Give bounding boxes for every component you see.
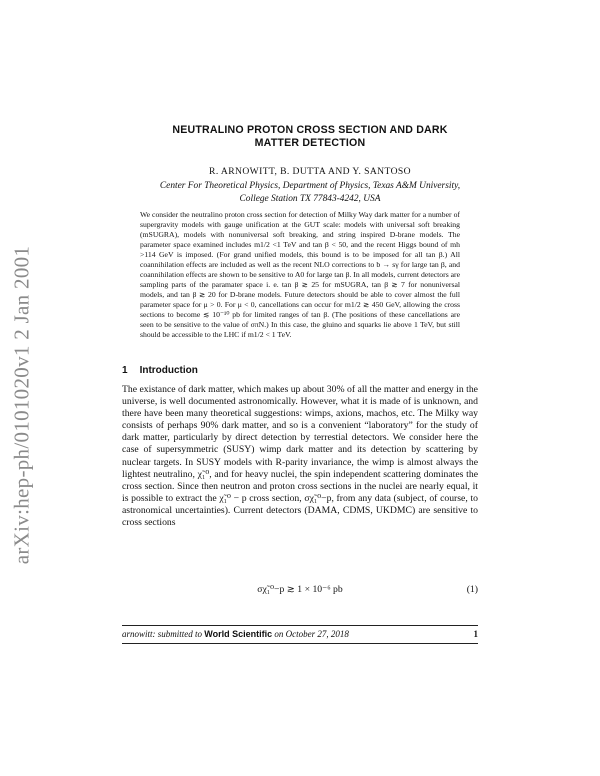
equation-expression: σχ̃₁⁰−p ≳ 1 × 10⁻⁶ pb: [257, 584, 343, 595]
abstract: [140, 210, 460, 340]
abstract-text: We consider the neutralino proton cross section for detection of Milky Way dark matter for a number of supergravity models with gauge unification at the GUT scale: models with universal soft breaking (mSUGRA), models with nonuniversal soft breaking, and string inspired D-brane models. The parameter space examined includes m1/2 <1 TeV and tan β < 50, and the recent Higgs bound of mh >114 GeV is imposed. (For grand unified models, this bound is to be imposed for all tan β.) All coannihilation effects are included as well as the recent NLO corrections to b → sγ for large tan β, and coannihilation effects are shown to be sensitive to A0 for large tan β. In all models, current detectors are sampling parts of the paramater space i. e. tan β ≳ 25 for mSUGRA, tan β ≳ 7 for nonuniversal models, and tan β ≳ 20 for D-brane models. Future detectors should be able to cover almost the full parameter space for μ > 0. For μ < 0, cancellations can occur for m1/2 ≳ 450 GeV, allowing the cross sections to become ≲ 10⁻¹⁰ pb for limited ranges of tan β. (The positions of these cancellations are seen to be sensitive to the value of σπN.) In this case, the gluino and squarks lie above 1 TeV, but still should be accessible to the LHC if m1/2 < 1 TeV.: [140, 210, 460, 339]
page-number: 1: [473, 629, 478, 639]
arxiv-stamp: [0, 210, 44, 600]
body-paragraph: The existance of dark matter, which makes up about 30% of all the matter and energy in the universe, is well documented astronomically. However, what it is made of is unknown, and there have been many theoretical suggestions: wimps, axions, machos, etc. The Milky way consists of perhaps 90% dark matter, and so is a convenient “laboratory” for the study of dark matter, particularly by direct detection by terrestial detectors. We consider here the case of supersymmetric (SUSY) wimp dark matter and its detection by scattering by nuclear targets. In SUSY models with R-parity invariance, the wimp is almost always the lightest neutralino, χ̃₁⁰, and for heavy nuclei, the spin independent scattering dominates the cross section. Since then neutron and proton cross sections in the nuclei are nearly equal, it is possible to extract the χ̃₁⁰ − p cross section, σχ̃₁⁰−p, from any data (subject, of course, to astronomical uncertainties). Current detectors (DAMA, CDMS, UKDMC) are sensitive to cross sections: [122, 384, 478, 529]
equation-number: (1): [466, 584, 478, 595]
footer-rule-top: [122, 625, 478, 626]
equation: [122, 584, 478, 598]
authors: R. ARNOWITT, B. DUTTA AND Y. SANTOSO: [209, 166, 411, 177]
affiliation: [110, 180, 510, 205]
affiliation-line-2: College Station TX 77843-4242, USA: [239, 193, 381, 204]
affiliation-line-1: Center For Theoretical Physics, Department of Physics, Texas A&M University,: [159, 181, 461, 191]
section-number: 1: [122, 365, 128, 376]
arxiv-stamp-text: arXiv:hep-ph/0101020v1 2 Jan 2001: [9, 245, 34, 565]
footer-prefix: arnowitt: submitted to: [122, 629, 205, 639]
section-heading: [122, 365, 198, 376]
section-title: Introduction: [139, 365, 198, 376]
paper-title: [110, 124, 510, 150]
footer-rule-bottom: [122, 643, 478, 644]
title-line-1: NEUTRALINO PROTON CROSS SECTION AND DARK: [172, 124, 448, 136]
footer-date: on October 27, 2018: [272, 629, 349, 639]
footer-publisher: World Scientific: [204, 629, 273, 639]
title-line-2: MATTER DETECTION: [254, 137, 366, 149]
body-text: [122, 384, 478, 529]
footer-submission: [122, 629, 349, 639]
